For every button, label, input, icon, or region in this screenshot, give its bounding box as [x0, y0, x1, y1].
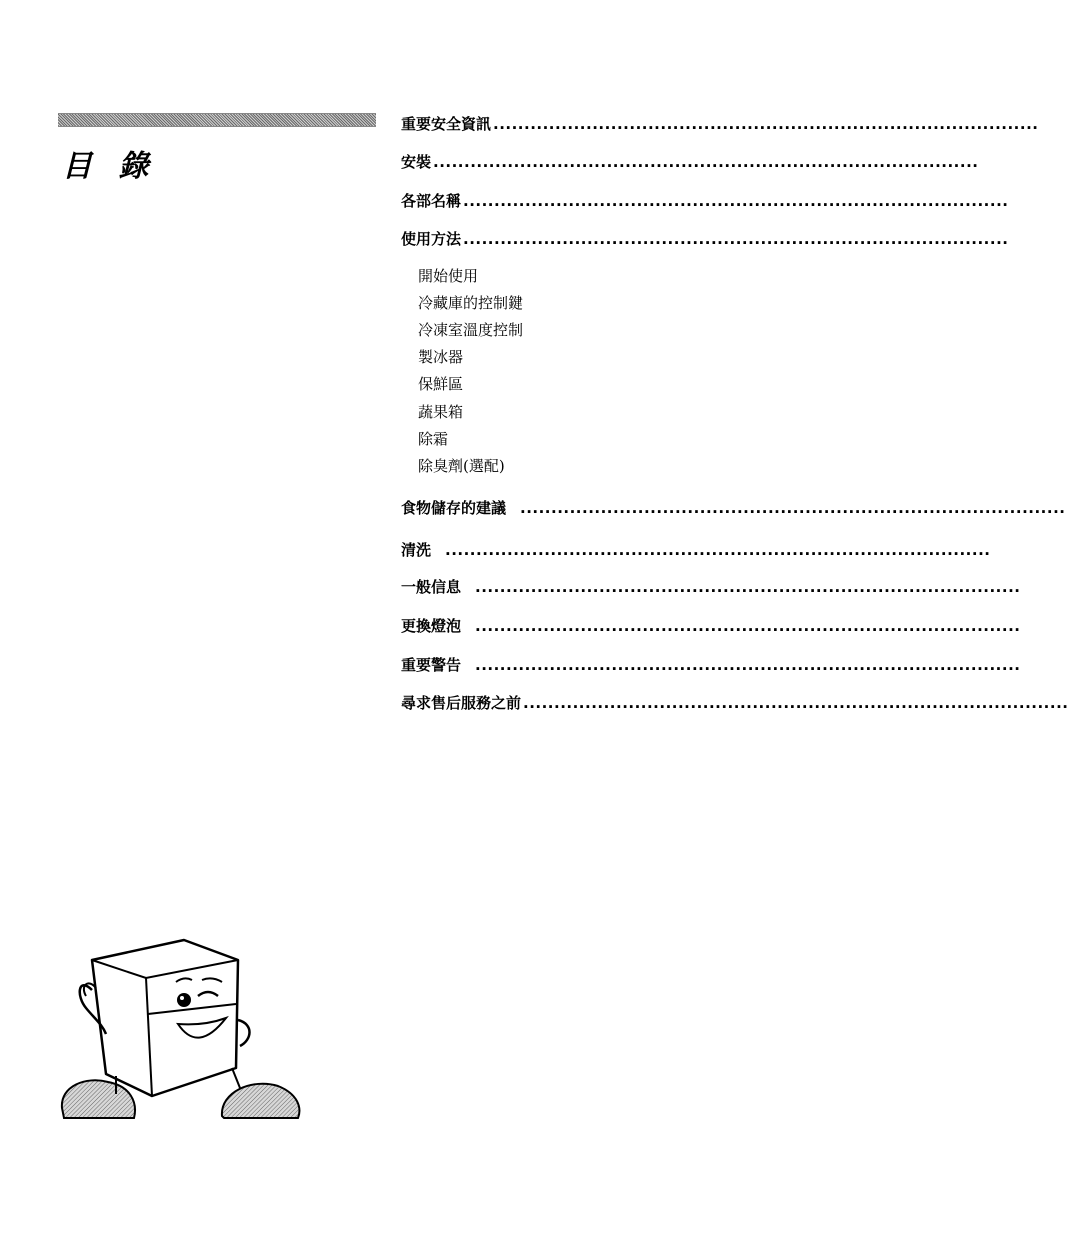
toc-entry-label: 使用方法 [401, 230, 462, 248]
toc-entry-label: 重要安全資訊 [401, 115, 492, 133]
toc-entry[interactable] [401, 577, 1021, 597]
toc-entry-label: 一般信息 [401, 578, 462, 596]
toc-leader-dots: ........................................................................................ [463, 192, 1009, 210]
toc-entry[interactable] [401, 191, 1009, 211]
toc-entry[interactable] [401, 229, 1009, 249]
page-title: 目 錄 [62, 149, 157, 184]
toc-entry-label: 安裝 [401, 153, 432, 171]
toc-leader-dots: ........................................................................................ [520, 499, 1066, 517]
toc-sub-entry[interactable]: 開始使用 [418, 267, 479, 285]
header-hatch-bar [58, 113, 376, 127]
toc-entry-label: 清洗 [401, 541, 432, 559]
toc-leader-dots: ........................................................................................ [475, 656, 1021, 674]
toc-leader-dots: ........................................................................................ [433, 153, 979, 171]
toc-sub-entry[interactable]: 冷凍室溫度控制 [418, 321, 524, 339]
toc-leader-dots: ........................................................................................ [493, 115, 1039, 133]
toc-leader-dots: ........................................................................................ [475, 617, 1021, 635]
toc-sub-entry[interactable]: 除臭劑(選配) [418, 457, 505, 475]
toc-sub-entry[interactable]: 冷藏庫的控制鍵 [418, 294, 524, 312]
toc-entry[interactable] [401, 693, 1068, 713]
toc-entry[interactable] [401, 114, 1039, 134]
toc-entry-label: 重要警告 [401, 656, 462, 674]
toc-entry[interactable] [401, 540, 991, 560]
refrigerator-mascot-icon [56, 936, 302, 1124]
toc-entry-label: 食物儲存的建議 [401, 499, 507, 517]
toc-entry[interactable] [401, 616, 1021, 636]
toc-leader-dots: ........................................................................................ [463, 230, 1009, 248]
toc-sub-entry[interactable]: 蔬果箱 [418, 403, 464, 421]
toc-sub-entry[interactable]: 保鮮區 [418, 375, 464, 393]
toc-leader-dots: ........................................................................................ [445, 541, 991, 559]
toc-entry[interactable] [401, 498, 1066, 518]
toc-entry[interactable] [401, 655, 1021, 675]
toc-entry-label: 尋求售后服務之前 [401, 694, 522, 712]
toc-leader-dots: ........................................................................................ [523, 694, 1068, 712]
toc-sub-entry[interactable]: 製冰器 [418, 348, 464, 366]
toc-entry[interactable] [401, 152, 979, 172]
toc-sub-entry[interactable]: 除霜 [418, 430, 449, 448]
toc-entry-label: 更換燈泡 [401, 617, 462, 635]
toc-entry-label: 各部名稱 [401, 192, 462, 210]
toc-leader-dots: ........................................................................................ [475, 578, 1021, 596]
